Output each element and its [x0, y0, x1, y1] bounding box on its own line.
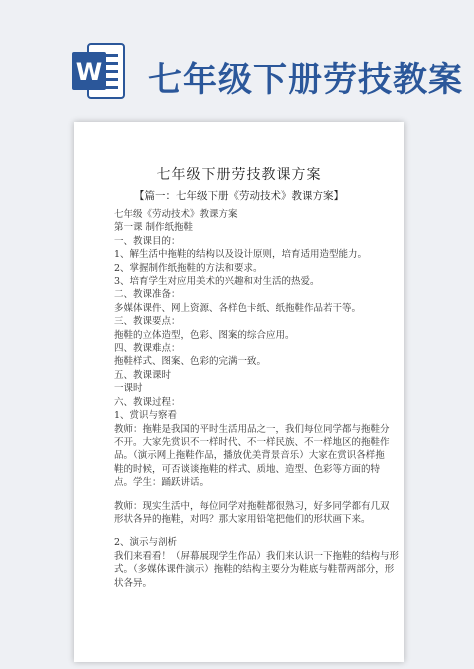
banner-title: 七年级下册劳技教案	[148, 60, 463, 100]
body-line: 形状各异的拖鞋，对吗？那大家用铅笔把他们的形状画下来。	[114, 513, 371, 525]
body-line: 五、教课课时	[114, 369, 172, 381]
body-line: 拖鞋的立体造型，色彩、图案的综合应用。	[114, 329, 295, 341]
body-line: 品。（演示网上拖鞋作品，播放优美背景音乐）大家在赏识各样拖	[114, 450, 385, 462]
body-line: 状各异。	[114, 577, 153, 589]
body-line: 鞋的时候，可否谈谈拖鞋的样式、质地、造型、色彩等方面的特	[114, 463, 381, 475]
body-line: 教师：拖鞋是我国的平时生活用品之一，我们每位同学都与拖鞋分	[114, 423, 390, 435]
body-line: 四、教课难点：	[114, 343, 181, 355]
body-line: 拖鞋样式、图案、色彩的完满一致。	[114, 356, 267, 368]
body-line: 六、教课过程：	[114, 396, 181, 408]
paragraph-gap	[114, 490, 384, 500]
banner	[0, 0, 474, 120]
body-line: 点。学生：踊跃讲话。	[114, 477, 210, 489]
body-line: 3、培育学生对应用美术的兴趣和对生活的热爱。	[114, 276, 320, 288]
body-line: 多媒体课件、网上资源、各样色卡纸、纸拖鞋作品若干等。	[114, 302, 362, 314]
body-line: 二、教课准备：	[114, 289, 181, 301]
body-line: 不开。大家先赏识不一样时代、不一样民族、不一样地区的拖鞋作	[114, 436, 390, 448]
document-body	[114, 208, 400, 590]
body-line: 教师：现实生活中，每位同学对拖鞋都很熟习，好多同学都有几双	[114, 500, 390, 512]
body-line: 第一课 制作纸拖鞋	[114, 222, 194, 234]
document-page	[74, 122, 404, 662]
body-line: 三、教课要点：	[114, 316, 181, 328]
body-line: 七年级《劳动技术》教课方案	[114, 209, 238, 220]
svg-text:W: W	[75, 58, 103, 86]
word-document-icon	[70, 40, 126, 102]
body-line: 一、教课目的：	[114, 235, 181, 247]
body-line: 2、掌握制作纸拖鞋的方法和要求。	[114, 262, 263, 274]
paragraph-gap	[114, 526, 384, 536]
body-line: 2、演示与剖析	[114, 537, 178, 549]
document-subtitle: 【篇一：七年级下册《劳动技术》教课方案】	[134, 190, 344, 202]
body-line: 我们来看看！（屏幕展现学生作品）我们来认识一下拖鞋的结构与形	[114, 550, 400, 562]
body-line: 1、赏识与察看	[114, 410, 178, 422]
body-line: 一课时	[114, 383, 143, 395]
body-line: 1、解生活中拖鞋的结构以及设计原则，培育适用造型能力。	[114, 249, 368, 261]
body-line: 式。（多媒体课件演示）拖鞋的结构主要分为鞋底与鞋帮两部分，形	[114, 564, 395, 576]
document-title: 七年级下册劳技教课方案	[156, 167, 322, 183]
